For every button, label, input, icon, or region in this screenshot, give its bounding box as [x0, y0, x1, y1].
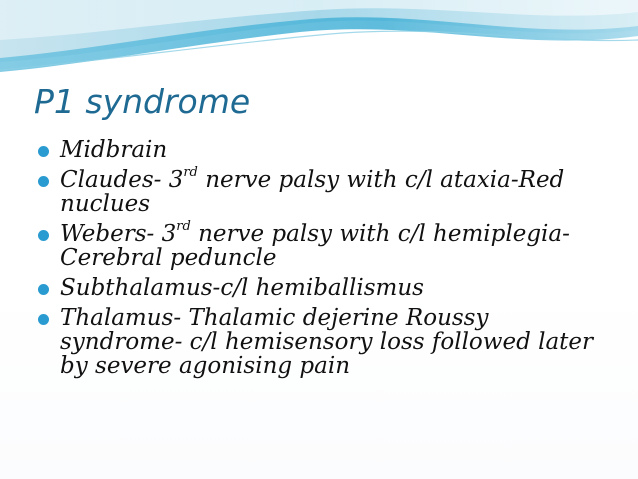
- bullet-item-webers: [38, 219, 618, 271]
- bullet-text: Webers- 3rd nerve palsy with c/l hemiplegia-Cerebral peduncle: [60, 219, 570, 271]
- bullet-dot-icon: [38, 176, 49, 187]
- bullet-text: Subthalamus-c/l hemiballismus: [60, 275, 424, 301]
- bullet-dot-icon: [38, 146, 49, 157]
- superscript: rd: [176, 219, 191, 235]
- header-wave-decoration: [0, 0, 638, 80]
- bullet-dot-icon: [38, 230, 49, 241]
- bullet-item-subthalamus: [38, 276, 618, 300]
- bullet-dot-icon: [38, 314, 49, 325]
- bullet-dot-icon: [38, 284, 49, 295]
- bullet-list: [38, 138, 618, 384]
- slide-title: P1 syndrome: [34, 82, 251, 121]
- bullet-text: Claudes- 3rd nerve palsy with c/l ataxia-Red nuclues: [60, 165, 565, 217]
- bullet-item-claudes: [38, 165, 618, 217]
- bullet-item-thalamus: [38, 306, 618, 378]
- superscript: rd: [183, 165, 198, 181]
- bullet-text: Midbrain: [60, 137, 168, 163]
- bullet-item-midbrain: [38, 138, 618, 162]
- bullet-text: Thalamus- Thalamic dejerine Roussy syndrome- c/l hemisensory loss followed later by severe agonising pain: [60, 305, 594, 379]
